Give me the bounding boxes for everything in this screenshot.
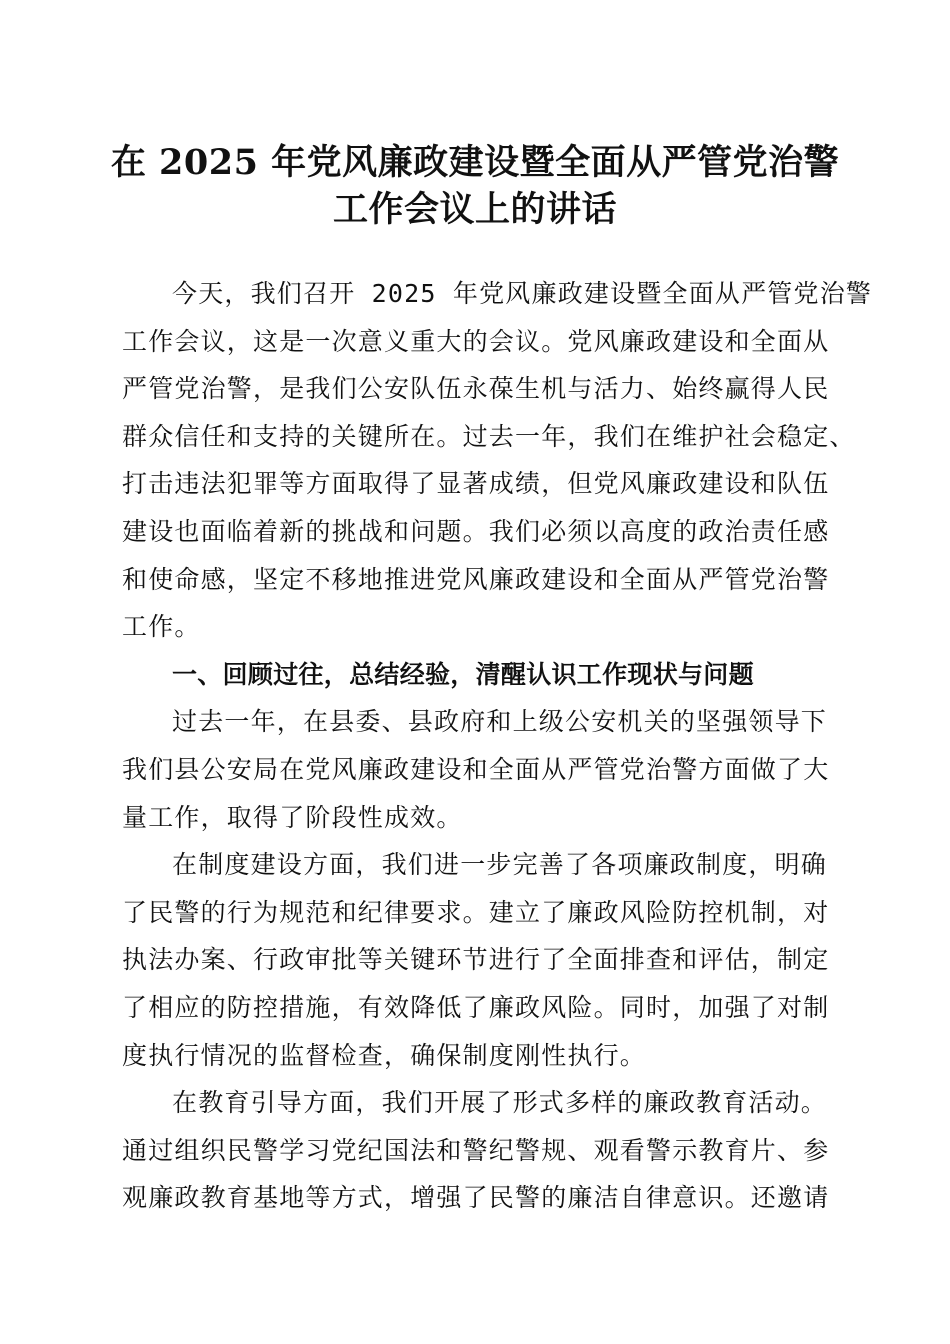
text-line: 工作会议，这是一次意义重大的会议。党风廉政建设和全面从 <box>122 326 830 356</box>
text-line: 今天，我们召开 2025 年党风廉政建设暨全面从严管党治警 <box>172 279 873 308</box>
document-title-line-2: 工作会议上的讲话 <box>332 189 617 230</box>
text-line: 执法办案、行政审批等关键环节进行了全面排查和评估，制定 <box>122 945 830 975</box>
text-line: 建设也面临着新的挑战和问题。我们必须以高度的政治责任感 <box>122 516 830 546</box>
text-line: 我们县公安局在党风廉政建设和全面从严管党治警方面做了大 <box>122 754 830 784</box>
text-line: 在教育引导方面，我们开展了形式多样的廉政教育活动。 <box>172 1088 828 1118</box>
text-line: 打击违法犯罪等方面取得了显著成绩，但党风廉政建设和队伍 <box>122 469 830 499</box>
text-line: 严管党治警，是我们公安队伍永葆生机与活力、始终赢得人民 <box>122 374 830 404</box>
document-body <box>122 270 873 1222</box>
text-line: 在制度建设方面，我们进一步完善了各项廉政制度，明确 <box>172 850 828 880</box>
text-line: 工作。 <box>122 612 201 642</box>
text-line: 量工作，取得了阶段性成效。 <box>122 802 463 832</box>
text-line: 过去一年，在县委、县政府和上级公安机关的坚强领导下 <box>172 707 828 737</box>
text-line: 观廉政教育基地等方式，增强了民警的廉洁自律意识。还邀请 <box>122 1183 830 1213</box>
text-line: 群众信任和支持的关键所在。过去一年，我们在维护社会稳定、 <box>122 421 856 451</box>
text-line: 度执行情况的监督检查，确保制度刚性执行。 <box>122 1040 647 1070</box>
text-line: 通过组织民警学习党纪国法和警纪警规、观看警示教育片、参 <box>122 1135 830 1165</box>
section-heading: 一、回顾过往，总结经验，清醒认识工作现状与问题 <box>172 659 754 689</box>
text-line: 了相应的防控措施，有效降低了廉政风险。同时，加强了对制 <box>122 992 830 1022</box>
text-line: 了民警的行为规范和纪律要求。建立了廉政风险防控机制，对 <box>122 897 830 927</box>
text-line: 和使命感，坚定不移地推进党风廉政建设和全面从严管党治警 <box>122 564 830 594</box>
document-title-line-1: 在 2025 年党风廉政建设暨全面从严管党治警 <box>110 142 840 183</box>
